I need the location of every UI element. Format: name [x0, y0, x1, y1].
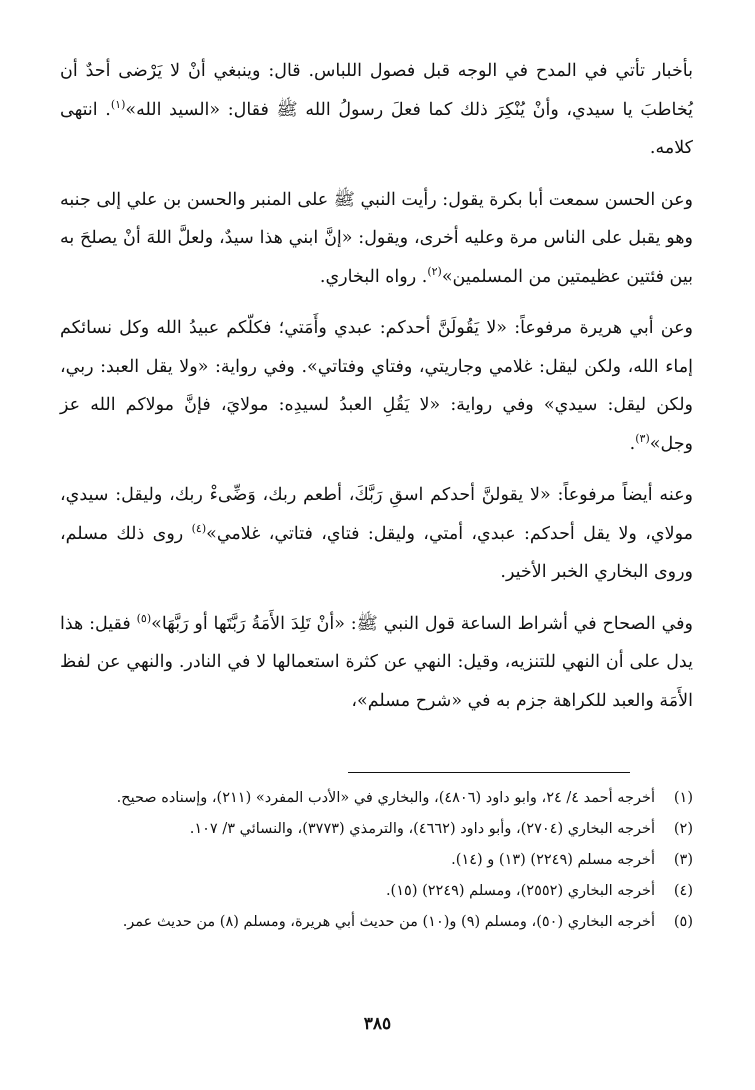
paragraph-3: [60, 309, 693, 463]
paragraph-4: [60, 476, 693, 592]
footnote-5: [62, 908, 693, 937]
footnote-text: أخرجه مسلم (٢٢٤٩) (١٣) و (١٤).: [451, 852, 655, 868]
footnote-number: (٣): [673, 852, 693, 868]
paragraph-text: وعنه أيضاً مرفوعاً: «لا يقولنَّ أحدكم اسقِ رَبَّكَ، أطعم ربك، وَضِّىءْ ربك، وليقل: سيدي، مولاي، ولا يقل أحدكم: عبدي، أمتي، وليقل: فتاي، فتاتي، غلامي»: [60, 485, 693, 544]
footnote-4: [62, 877, 693, 906]
paragraph-text-after: روى ذلك مسلم، وروى البخاري الخبر الأخير.: [60, 523, 693, 582]
footnote-text: أخرجه أحمد ٤/ ٢٤، وابو داود (٤٨٠٦)، والبخاري في «الأدب المفرد» (٢١١)، وإسناده صحيح.: [116, 790, 655, 806]
footnote-text: أخرجه البخاري (٢٧٠٤)، وأبو داود (٤٦٦٢)، والترمذي (٣٧٧٣)، والنسائي ٣/ ١٠٧.: [189, 821, 655, 837]
footnote-1: [62, 784, 693, 813]
footnote-text: أخرجه البخاري (٢٥٥٢)، ومسلم (٢٢٤٩) (١٥).: [385, 883, 655, 899]
paragraph-5: [60, 605, 693, 721]
footnote-ref-5[interactable]: (٥): [136, 611, 152, 625]
footnote-text: أخرجه البخاري (٥٠)، ومسلم (٩) و(١٠) من حديث أبي هريرة، ومسلم (٨) من حديث عمر.: [122, 914, 655, 930]
paragraph-text: وعن الحسن سمعت أبا بكرة يقول: رأيت النبي ﷺ على المنبر والحسن بن علي إلى جنبه وهو يقبل على الناس مرة وعليه أخرى، ويقول: «إنَّ ابني هذا سيدٌ، ولعلَّ اللهَ أنْ يصلحَ به بين فئتين عظيمتين من المسلمين»: [60, 189, 693, 287]
footnote-number: (٤): [673, 883, 693, 899]
footnotes: [62, 784, 693, 939]
paragraph-text-after: . رواه البخاري.: [319, 266, 428, 287]
footnote-ref-4[interactable]: (٤): [191, 521, 207, 535]
footnote-number: (١): [673, 790, 693, 806]
footnote-ref-2[interactable]: (٢): [427, 264, 442, 278]
main-text: [60, 52, 693, 733]
paragraph-text-after: . انتهى كلامه.: [60, 99, 693, 158]
footnote-ref-3[interactable]: (٣): [635, 431, 650, 445]
paragraph-text: وعن أبي هريرة مرفوعاً: «لا يَقُولَنَّ أحدكم: عبدي وأَمَتي؛ فكلّكم عبيدُ الله وكل نسائكم إماء الله، ولكن ليقل: غلامي وجاريتي، وفتاي وفتاتي». وفي رواية: «ولا يقل العبد: ربي، ولكن ليقل: سيدي» وفي رواية: «لا يَقُلِ العبدُ لسيدِه: مولايَ، فإنَّ مولاكم الله عز وجل»: [60, 318, 693, 454]
footnote-number: (٥): [673, 914, 693, 930]
paragraph-2: [60, 181, 693, 297]
paragraph-text-after: فقيل: هذا يدل على أن النهي للتنزيه، وقيل: النهي عن كثرة استعمالها لا في النادر. والنهي عن لفظ الأَمَة والعبد للكراهة جزم به في «شرح مسلم»،: [60, 613, 693, 711]
page-number: ٣٨٥: [363, 1014, 392, 1034]
paragraph-text: وفي الصحاح في أشراط الساعة قول النبي ﷺ: «أنْ تَلِدَ الأَمَةُ رَبَّتَها أو رَبَّهَا»: [151, 613, 693, 634]
footnote-separator: [348, 772, 630, 773]
paragraph-text-after: .: [629, 433, 636, 454]
footnote-ref-1[interactable]: (١): [110, 97, 126, 111]
paragraph-1: [60, 52, 693, 168]
paragraph-text: بأخبار تأتي في المدح في الوجه قبل فصول اللباس. قال: وينبغي أنْ لا يَرْضى أحدٌ أن يُخاطبَ يا سيدي، وأنْ يُنْكِرَ ذلك كما فعلَ رسولُ الله ﷺ فقال: «السيد الله»: [60, 61, 693, 120]
footnote-2: [62, 815, 693, 844]
footnote-3: [62, 846, 693, 875]
footnote-number: (٢): [673, 821, 693, 837]
